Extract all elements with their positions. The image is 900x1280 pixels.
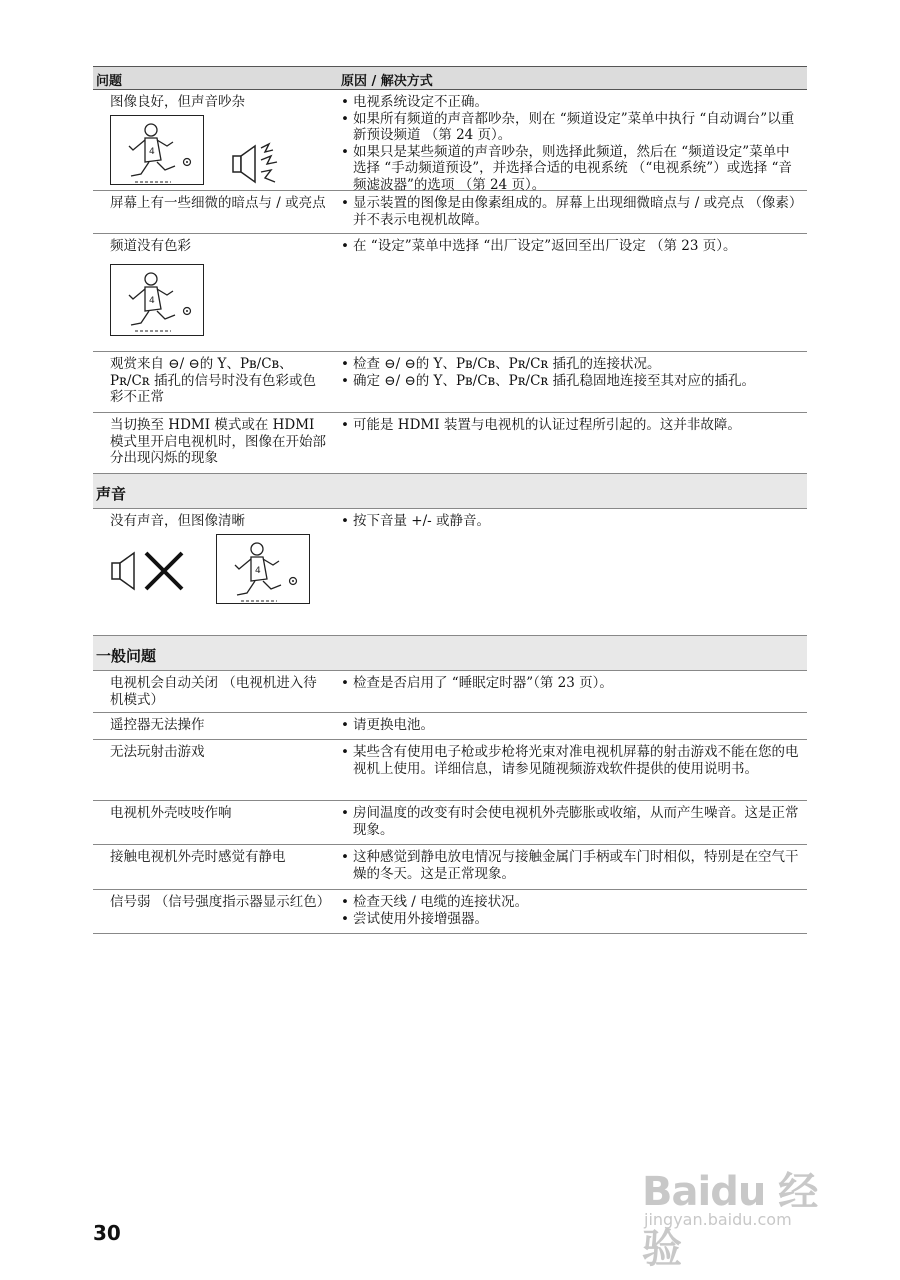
tv-picture-icon xyxy=(110,264,204,336)
problem-text: 信号弱 （信号强度指示器显示红色） xyxy=(110,894,331,910)
section-title: 一般问题 xyxy=(96,647,157,665)
tv-picture-icon xyxy=(110,115,204,185)
troubleshooting-table xyxy=(93,66,807,934)
table-row xyxy=(93,234,807,352)
solution-text xyxy=(341,513,801,530)
table-row xyxy=(93,352,807,413)
problem-text: 无法玩射击游戏 xyxy=(110,744,205,760)
solution-item: • 某些含有使用电子枪或步枪将光束对准电视机屏幕的射击游戏不能在您的电视机上使用。详细信息，请参见随视频游戏软件提供的使用说明书。 xyxy=(341,744,801,777)
solution-item: • 房间温度的改变有时会使电视机外壳膨胀或收缩，从而产生噪音。这是正常现象。 xyxy=(341,805,801,838)
noisy-speaker-icon xyxy=(231,142,291,186)
solution-item: • 如果只是某些频道的声音吵杂，则选择此频道，然后在 “频道设定”菜单中选择 “手动频道预设”，并选择合适的电视系统 （“电视系统”）或选择 “音频滤波器”的选项 （第 24 页）。 xyxy=(341,144,801,194)
table-row xyxy=(93,890,807,934)
solution-text xyxy=(341,717,801,734)
table-row xyxy=(93,671,807,713)
problem-text: 观赏来自 ⊖/ ⊖的 Y、Pʙ/Cʙ、Pʀ/Cʀ 插孔的信号时没有色彩或色彩不正常 xyxy=(110,356,316,405)
solution-text xyxy=(341,849,801,882)
section-general xyxy=(93,636,807,671)
solution-text xyxy=(341,894,801,927)
solution-text xyxy=(341,94,801,193)
section-sound xyxy=(93,474,807,509)
solution-item: • 显示装置的图像是由像素组成的。屏幕上出现细微暗点与 / 或亮点 （像素）并不表示电视机故障。 xyxy=(341,195,801,228)
problem-text: 没有声音，但图像清晰 xyxy=(110,513,245,529)
table-row xyxy=(93,713,807,740)
solution-text xyxy=(341,805,801,838)
table-row xyxy=(93,740,807,801)
problem-text: 电视机外壳吱吱作响 xyxy=(110,805,232,821)
solution-text xyxy=(341,675,801,692)
header-problem: 问题 xyxy=(96,74,123,89)
solution-item: • 如果所有频道的声音都吵杂，则在 “频道设定”菜单中执行 “自动调台”以重新预设频道 （第 24 页）。 xyxy=(341,111,801,144)
table-row xyxy=(93,191,807,234)
watermark-brand: Baidu 经验 xyxy=(642,1169,818,1272)
solution-item: • 请更换电池。 xyxy=(341,717,801,734)
table-row xyxy=(93,413,807,474)
problem-text: 频道没有色彩 xyxy=(110,238,191,254)
table-row xyxy=(93,801,807,845)
solution-item: • 检查是否启用了 “睡眠定时器”（第 23 页）。 xyxy=(341,675,801,692)
problem-text: 电视机会自动关闭 （电视机进入待机模式） xyxy=(110,675,317,708)
solution-text xyxy=(341,195,801,228)
table-row xyxy=(93,845,807,890)
header-solution: 原因 / 解决方式 xyxy=(341,74,433,89)
problem-text: 当切换至 HDMI 模式或在 HDMI 模式里开启电视机时，图像在开始部分出现闪烁的现象 xyxy=(110,417,326,466)
watermark-url: jingyan.baidu.com xyxy=(644,1210,792,1229)
solution-item: • 在 “设定”菜单中选择 “出厂设定”返回至出厂设定 （第 23 页）。 xyxy=(341,238,801,255)
baidu-watermark xyxy=(636,1148,856,1272)
solution-item: • 检查 ⊖/ ⊖的 Y、Pʙ/Cʙ、Pʀ/Cʀ 插孔的连接状况。 xyxy=(341,356,801,373)
table-row xyxy=(93,90,807,191)
solution-item: • 检查天线 / 电缆的连接状况。 xyxy=(341,894,801,911)
solution-text xyxy=(341,356,801,389)
table-header xyxy=(93,66,807,90)
solution-text xyxy=(341,417,801,434)
mute-speaker-icon xyxy=(110,549,190,593)
problem-text: 接触电视机外壳时感觉有静电 xyxy=(110,849,286,865)
problem-text: 图像良好，但声音吵杂 xyxy=(110,94,245,110)
solution-item: • 尝试使用外接增强器。 xyxy=(341,911,801,928)
problem-text: 遥控器无法操作 xyxy=(110,717,205,733)
solution-item: • 这种感觉到静电放电情况与接触金属门手柄或车门时相似，特别是在空气干燥的冬天。这是正常现象。 xyxy=(341,849,801,882)
solution-item: • 可能是 HDMI 装置与电视机的认证过程所引起的。这并非故障。 xyxy=(341,417,801,434)
solution-item: • 确定 ⊖/ ⊖的 Y、Pʙ/Cʙ、Pʀ/Cʀ 插孔稳固地连接至其对应的插孔。 xyxy=(341,373,801,390)
solution-text xyxy=(341,744,801,777)
solution-text xyxy=(341,238,801,255)
solution-item: • 按下音量 +/- 或静音。 xyxy=(341,513,801,530)
tv-picture-icon xyxy=(216,534,310,604)
table-row xyxy=(93,509,807,636)
solution-item: • 电视系统设定不正确。 xyxy=(341,94,801,111)
problem-text: 屏幕上有一些细微的暗点与 / 或亮点 xyxy=(110,195,326,211)
page-number: 30 xyxy=(93,1221,121,1245)
section-title: 声音 xyxy=(96,485,127,503)
